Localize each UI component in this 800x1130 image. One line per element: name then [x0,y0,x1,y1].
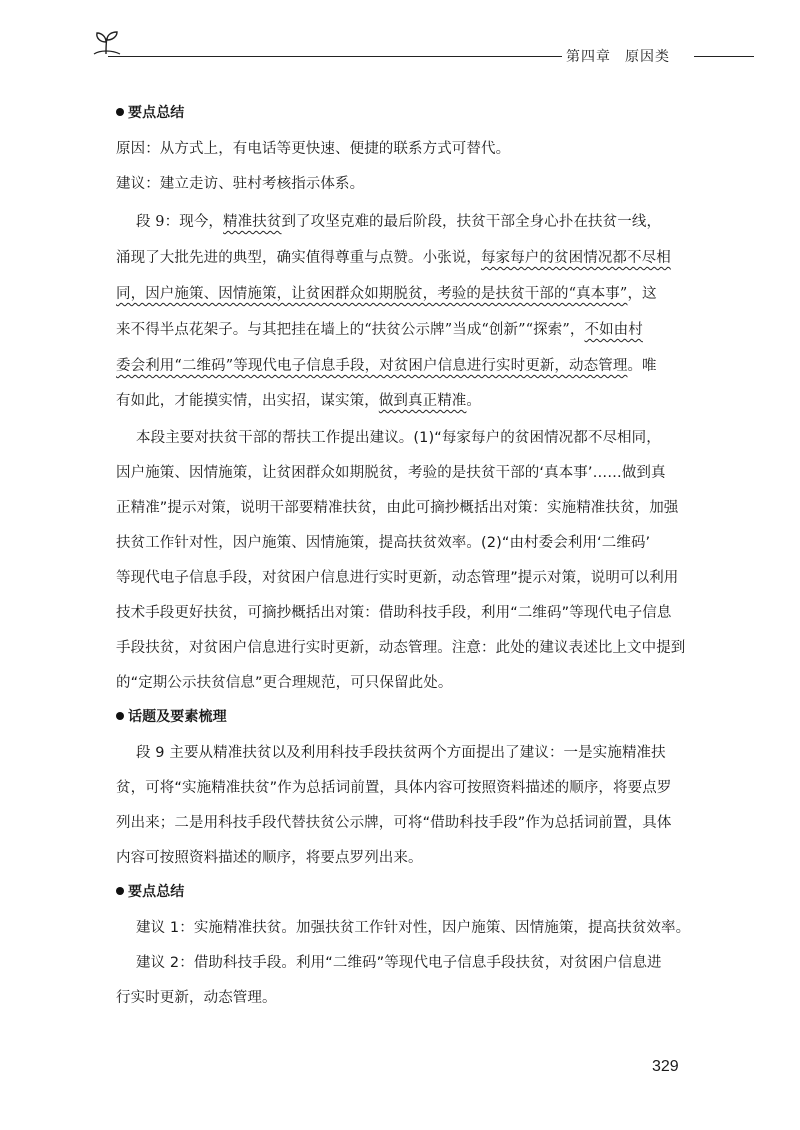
chapter-title: 原因类 [625,49,670,65]
header-rule [108,56,562,57]
topic-line: 段 9 主要从精准扶贫以及利用科技手段扶贫两个方面提出了建议：一是实施精准扶 [136,745,666,761]
analysis-line: 的“定期公示扶贫信息”更合理规范，可只保留此处。 [116,675,453,691]
analysis-line: 因户施策、因情施策，让贫困群众如期脱贫，考验的是扶贫干部的‘真本事’……做到真 [116,465,666,481]
page-number: 329 [652,1058,679,1075]
bullet-icon [116,712,124,720]
topic-line: 内容可按照资料描述的顺序，将要点罗列出来。 [116,850,423,866]
analysis-line: 扶贫工作针对性，因户施策、因情施策，提高扶贫效率。(2)“由村委会利用‘二维码’ [116,535,651,551]
header-rule-right [694,56,754,57]
summary2-suggestion-2-cont: 行实时更新，动态管理。 [116,990,277,1006]
passage9-line-5: 委会利用“二维码”等现代电子信息手段，对贫困户信息进行实时更新，动态管理。唯 [116,358,657,374]
summary1-reason: 原因：从方式上，有电话等更快速、便捷的联系方式可替代。 [116,141,511,157]
bullet-icon [116,108,124,116]
sprout-logo-icon [92,30,122,56]
analysis-line: 本段主要对扶贫干部的帮扶工作提出建议。(1)“每家每户的贫困情况都不尽相同， [136,430,661,446]
summary1-suggestion: 建议：建立走访、驻村考核指示体系。 [116,176,365,192]
chapter-number: 第四章 [566,49,611,65]
summary2-suggestion-1: 建议 1：实施精准扶贫。加强扶贫工作针对性，因户施策、因情施策，提高扶贫效率。 [136,920,691,936]
analysis-line: 正精准”提示对策，说明干部要精准扶贫，由此可摘抄概括出对策：实施精准扶贫，加强 [116,500,679,516]
topic-line: 贫，可将“实施精准扶贫”作为总括词前置，具体内容可按照资料描述的顺序，将要点罗 [116,780,672,796]
chapter-header [566,46,670,66]
analysis-line: 手段扶贫，对贫困户信息进行实时更新，动态管理。注意：此处的建议表述比上文中提到 [116,640,686,656]
summary2-suggestion-2: 建议 2：借助科技手段。利用“二维码”等现代电子信息手段扶贫，对贫困户信息进 [136,955,662,971]
analysis-line: 等现代电子信息手段，对贫困户信息进行实时更新，动态管理”提示对策，说明可以利用 [116,570,679,586]
passage9-line-4: 来不得半点花架子。与其把挂在墙上的“扶贫公示牌”当成“创新”“探索”，不如由村 [116,322,643,338]
topic-heading: 话题及要素梳理 [116,706,227,726]
summary-heading-1: 要点总结 [116,102,184,122]
passage9-line-2: 涌现了大批先进的典型，确实值得尊重与点赞。小张说，每家每户的贫困情况都不尽相 [116,250,671,266]
analysis-line: 技术手段更好扶贫，可摘抄概括出对策：借助科技手段，利用“二维码”等现代电子信息 [116,605,672,621]
bullet-icon [116,887,124,895]
passage9-line-1: 段 9：现今，精准扶贫到了攻坚克难的最后阶段，扶贫干部全身心扑在扶贫一线， [136,214,662,230]
passage9-line-3: 同，因户施策、因情施策，让贫困群众如期脱贫，考验的是扶贫干部的“真本事”，这 [116,286,657,302]
summary-heading-2: 要点总结 [116,881,184,901]
topic-line: 列出来；二是用科技手段代替扶贫公示牌，可将“借助科技手段”作为总括词前置，具体 [116,815,672,831]
passage9-line-6: 有如此，才能摸实情，出实招，谋实策，做到真正精准。 [116,393,482,409]
